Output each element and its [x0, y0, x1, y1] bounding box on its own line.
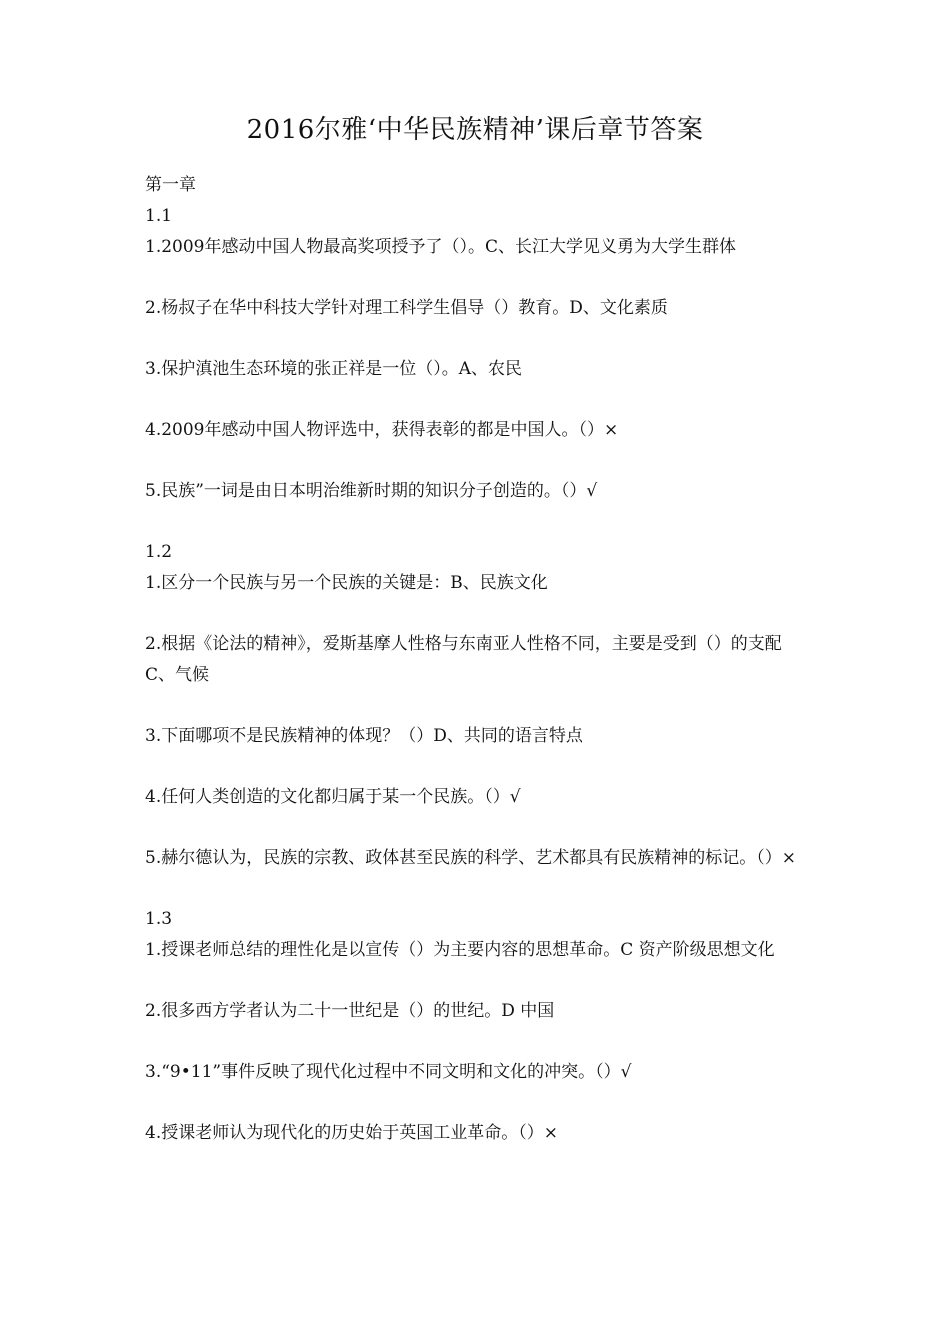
question-item: 4.授课老师认为现代化的历史始于英国工业革命。（）×	[145, 1123, 558, 1143]
question-item: 3.“9•11”事件反映了现代化过程中不同文明和文化的冲突。（）√	[145, 1062, 632, 1082]
paragraph-gap	[145, 446, 820, 476]
paragraph-gap	[145, 324, 820, 354]
question-item: 5.赫尔德认为，民族的宗教、政体甚至民族的科学、艺术都具有民族精神的标记。（）×	[145, 848, 796, 868]
paragraph-gap	[145, 813, 820, 843]
question-item: 1.区分一个民族与另一个民族的关键是：B、民族文化	[145, 573, 548, 593]
question-item: 4.任何人类创造的文化都归属于某一个民族。（）√	[145, 787, 521, 807]
paragraph-gap	[145, 599, 820, 629]
question-item: 1.2009年感动中国人物最高奖项授予了（）。C、长江大学见义勇为大学生群体	[145, 237, 736, 257]
section-label: 1.2	[145, 542, 173, 562]
paragraph-gap	[145, 691, 820, 721]
section-label: 1.3	[145, 909, 173, 929]
question-item: 3.下面哪项不是民族精神的体现？（）D、共同的语言特点	[145, 726, 583, 746]
question-item: 2.很多西方学者认为二十一世纪是（）的世纪。D 中国	[145, 1001, 555, 1021]
question-item: 4.2009年感动中国人物评选中，获得表彰的都是中国人。（）×	[145, 420, 619, 440]
paragraph-gap	[145, 874, 820, 904]
question-item: 2.杨叔子在华中科技大学针对理工科学生倡导（）教育。D、文化素质	[145, 298, 668, 318]
document-body	[145, 170, 820, 1149]
document-title: 2016尔雅‘中华民族精神’课后章节答案	[246, 115, 704, 145]
question-item: 2.根据《论法的精神》，爱斯基摩人性格与东南亚人性格不同，主要是受到（）的支配 C、气候	[145, 634, 804, 685]
paragraph-gap	[145, 752, 820, 782]
paragraph-gap	[145, 966, 820, 996]
question-item: 1.授课老师总结的理性化是以宣传（）为主要内容的思想革命。C 资产阶级思想文化	[145, 940, 775, 960]
paragraph-gap	[145, 1088, 820, 1118]
paragraph-gap	[145, 507, 820, 537]
section-label: 1.1	[145, 206, 173, 226]
question-item: 3.保护滇池生态环境的张正祥是一位（）。A、农民	[145, 359, 522, 379]
chapter-heading: 第一章	[145, 175, 196, 195]
question-item: 5.民族”一词是由日本明治维新时期的知识分子创造的。（）√	[145, 481, 598, 501]
paragraph-gap	[145, 263, 820, 293]
paragraph-gap	[145, 1027, 820, 1057]
paragraph-gap	[145, 385, 820, 415]
